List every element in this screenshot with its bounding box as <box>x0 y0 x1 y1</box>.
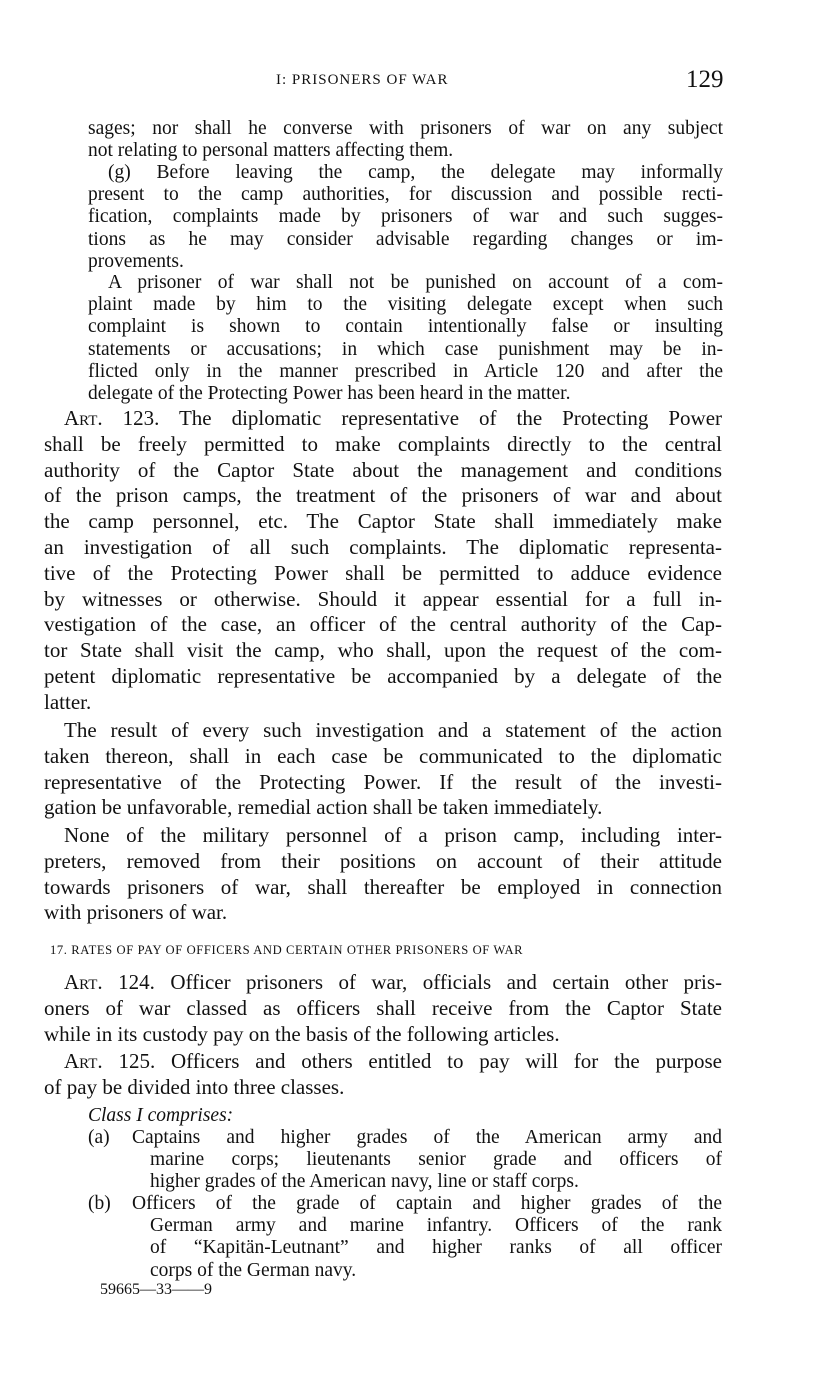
text-line: corps of the German navy. <box>150 1259 357 1281</box>
text-line: provements. <box>88 250 184 272</box>
text-line: representative of the Protecting Power. If the result of the investi- <box>44 769 722 794</box>
paragraph-result <box>44 718 722 821</box>
text-line: Art. 125. Officers and others entitled to pay will for the purpose <box>64 1049 722 1073</box>
text-line: plaint made by him to the visiting delegate except when such <box>88 294 723 316</box>
item-marker: (a) <box>88 1127 110 1148</box>
running-title: I: PRISONERS OF WAR <box>276 72 449 88</box>
section-heading: 17. RATES OF PAY OF OFFICERS AND CERTAIN OTHER PRISONERS OF WAR <box>50 943 524 957</box>
text-line: authority of the Captor State about the management and conditions <box>44 457 722 482</box>
article-label: Art. 124. <box>64 970 155 994</box>
text-line: by witnesses or otherwise. Should it appear essential for a full in- <box>44 586 722 611</box>
article-125 <box>44 1049 722 1101</box>
text-line: complaint is shown to contain intentionally false or insulting <box>88 316 723 338</box>
text-line: petent diplomatic representative be accompanied by a delegate of the <box>44 663 722 688</box>
text-line: of the prison camps, the treatment of the prisoners of war and about <box>44 483 722 508</box>
page-number: 129 <box>686 66 724 93</box>
text-line: latter. <box>44 689 92 714</box>
class-item-b <box>132 1193 722 1282</box>
item-marker: (b) <box>88 1193 111 1214</box>
signature-mark: 59665—33——9 <box>100 1281 212 1298</box>
text-line: preters, removed from their positions on account of their attitude <box>44 848 722 873</box>
text-line: Art. 124. Officer prisoners of war, officials and certain other pris- <box>64 970 723 994</box>
text-line: delegate of the Protecting Power has been heard in the matter. <box>88 383 571 405</box>
text-line: of “Kapitän-Leutnant” and higher ranks of all officer <box>150 1237 722 1259</box>
text-line: oners of war classed as officers shall receive from the Captor State <box>44 995 722 1020</box>
text-line: gation be unfavorable, remedial action shall be taken immediately. <box>44 795 603 820</box>
text-line: A prisoner of war shall not be punished on account of a com- <box>108 272 723 293</box>
text-line: sages; nor shall he converse with prisoners of war on any subject <box>88 118 723 139</box>
article-124 <box>44 970 722 1047</box>
page-header <box>0 66 831 98</box>
text-line: present to the camp authorities, for discussion and possible recti- <box>88 184 723 206</box>
text-line: Officers of the grade of captain and higher grades of the <box>132 1193 722 1214</box>
text-line: tive of the Protecting Power shall be permitted to adduce evidence <box>44 560 722 585</box>
article-123 <box>44 406 722 716</box>
text-line: flicted only in the manner prescribed in Article 120 and after the <box>88 360 723 382</box>
paragraph-personnel <box>44 823 722 926</box>
text-line: Art. 123. The diplomatic representative of the Protecting Power <box>64 406 723 430</box>
article-label: Art. 123. <box>64 406 160 430</box>
text-line: an investigation of all such complaints. The diplomatic representa- <box>44 534 722 559</box>
text-line: of pay be divided into three classes. <box>44 1074 345 1099</box>
text-line: (g) Before leaving the camp, the delegate may informally <box>108 162 723 183</box>
text-line: statements or accusations; in which case punishment may be in- <box>88 338 723 360</box>
class-heading: Class I comprises: <box>88 1105 234 1126</box>
text-line: higher grades of the American navy, line or staff corps. <box>150 1171 579 1193</box>
text-line: the camp personnel, etc. The Captor State shall immediately make <box>44 509 722 534</box>
class-item-a <box>132 1127 722 1194</box>
text-line: towards prisoners of war, shall thereafter be employed in connection <box>44 874 722 899</box>
text-line: not relating to personal matters affecting them. <box>88 140 454 162</box>
text-line: shall be freely permitted to make complaints directly to the central <box>44 431 722 456</box>
text-line: The result of every such investigation and a statement of the action <box>64 718 722 742</box>
text-line: taken thereon, shall in each case be communicated to the diplomatic <box>44 743 722 768</box>
text-line: tions as he may consider advisable regarding changes or im- <box>88 228 723 250</box>
text-line: Captains and higher grades of the American army and <box>132 1127 722 1148</box>
paragraph-complaint <box>88 272 723 405</box>
text-line: with prisoners of war. <box>44 900 228 925</box>
paragraph-continuation <box>88 118 723 162</box>
text-line: fication, complaints made by prisoners of war and such sugges- <box>88 206 723 228</box>
text-line: None of the military personnel of a prison camp, including inter- <box>64 823 722 847</box>
text-line: vestigation of the case, an officer of the central authority of the Cap- <box>44 612 722 637</box>
article-label: Art. 125. <box>64 1049 156 1073</box>
text-line: tor State shall visit the camp, who shall, upon the request of the com- <box>44 638 722 663</box>
text-line: German army and marine infantry. Officers of the rank <box>150 1215 722 1237</box>
paragraph-g <box>88 162 723 273</box>
text-line: marine corps; lieutenants senior grade and officers of <box>150 1149 722 1171</box>
text-line: while in its custody pay on the basis of the following articles. <box>44 1021 560 1046</box>
